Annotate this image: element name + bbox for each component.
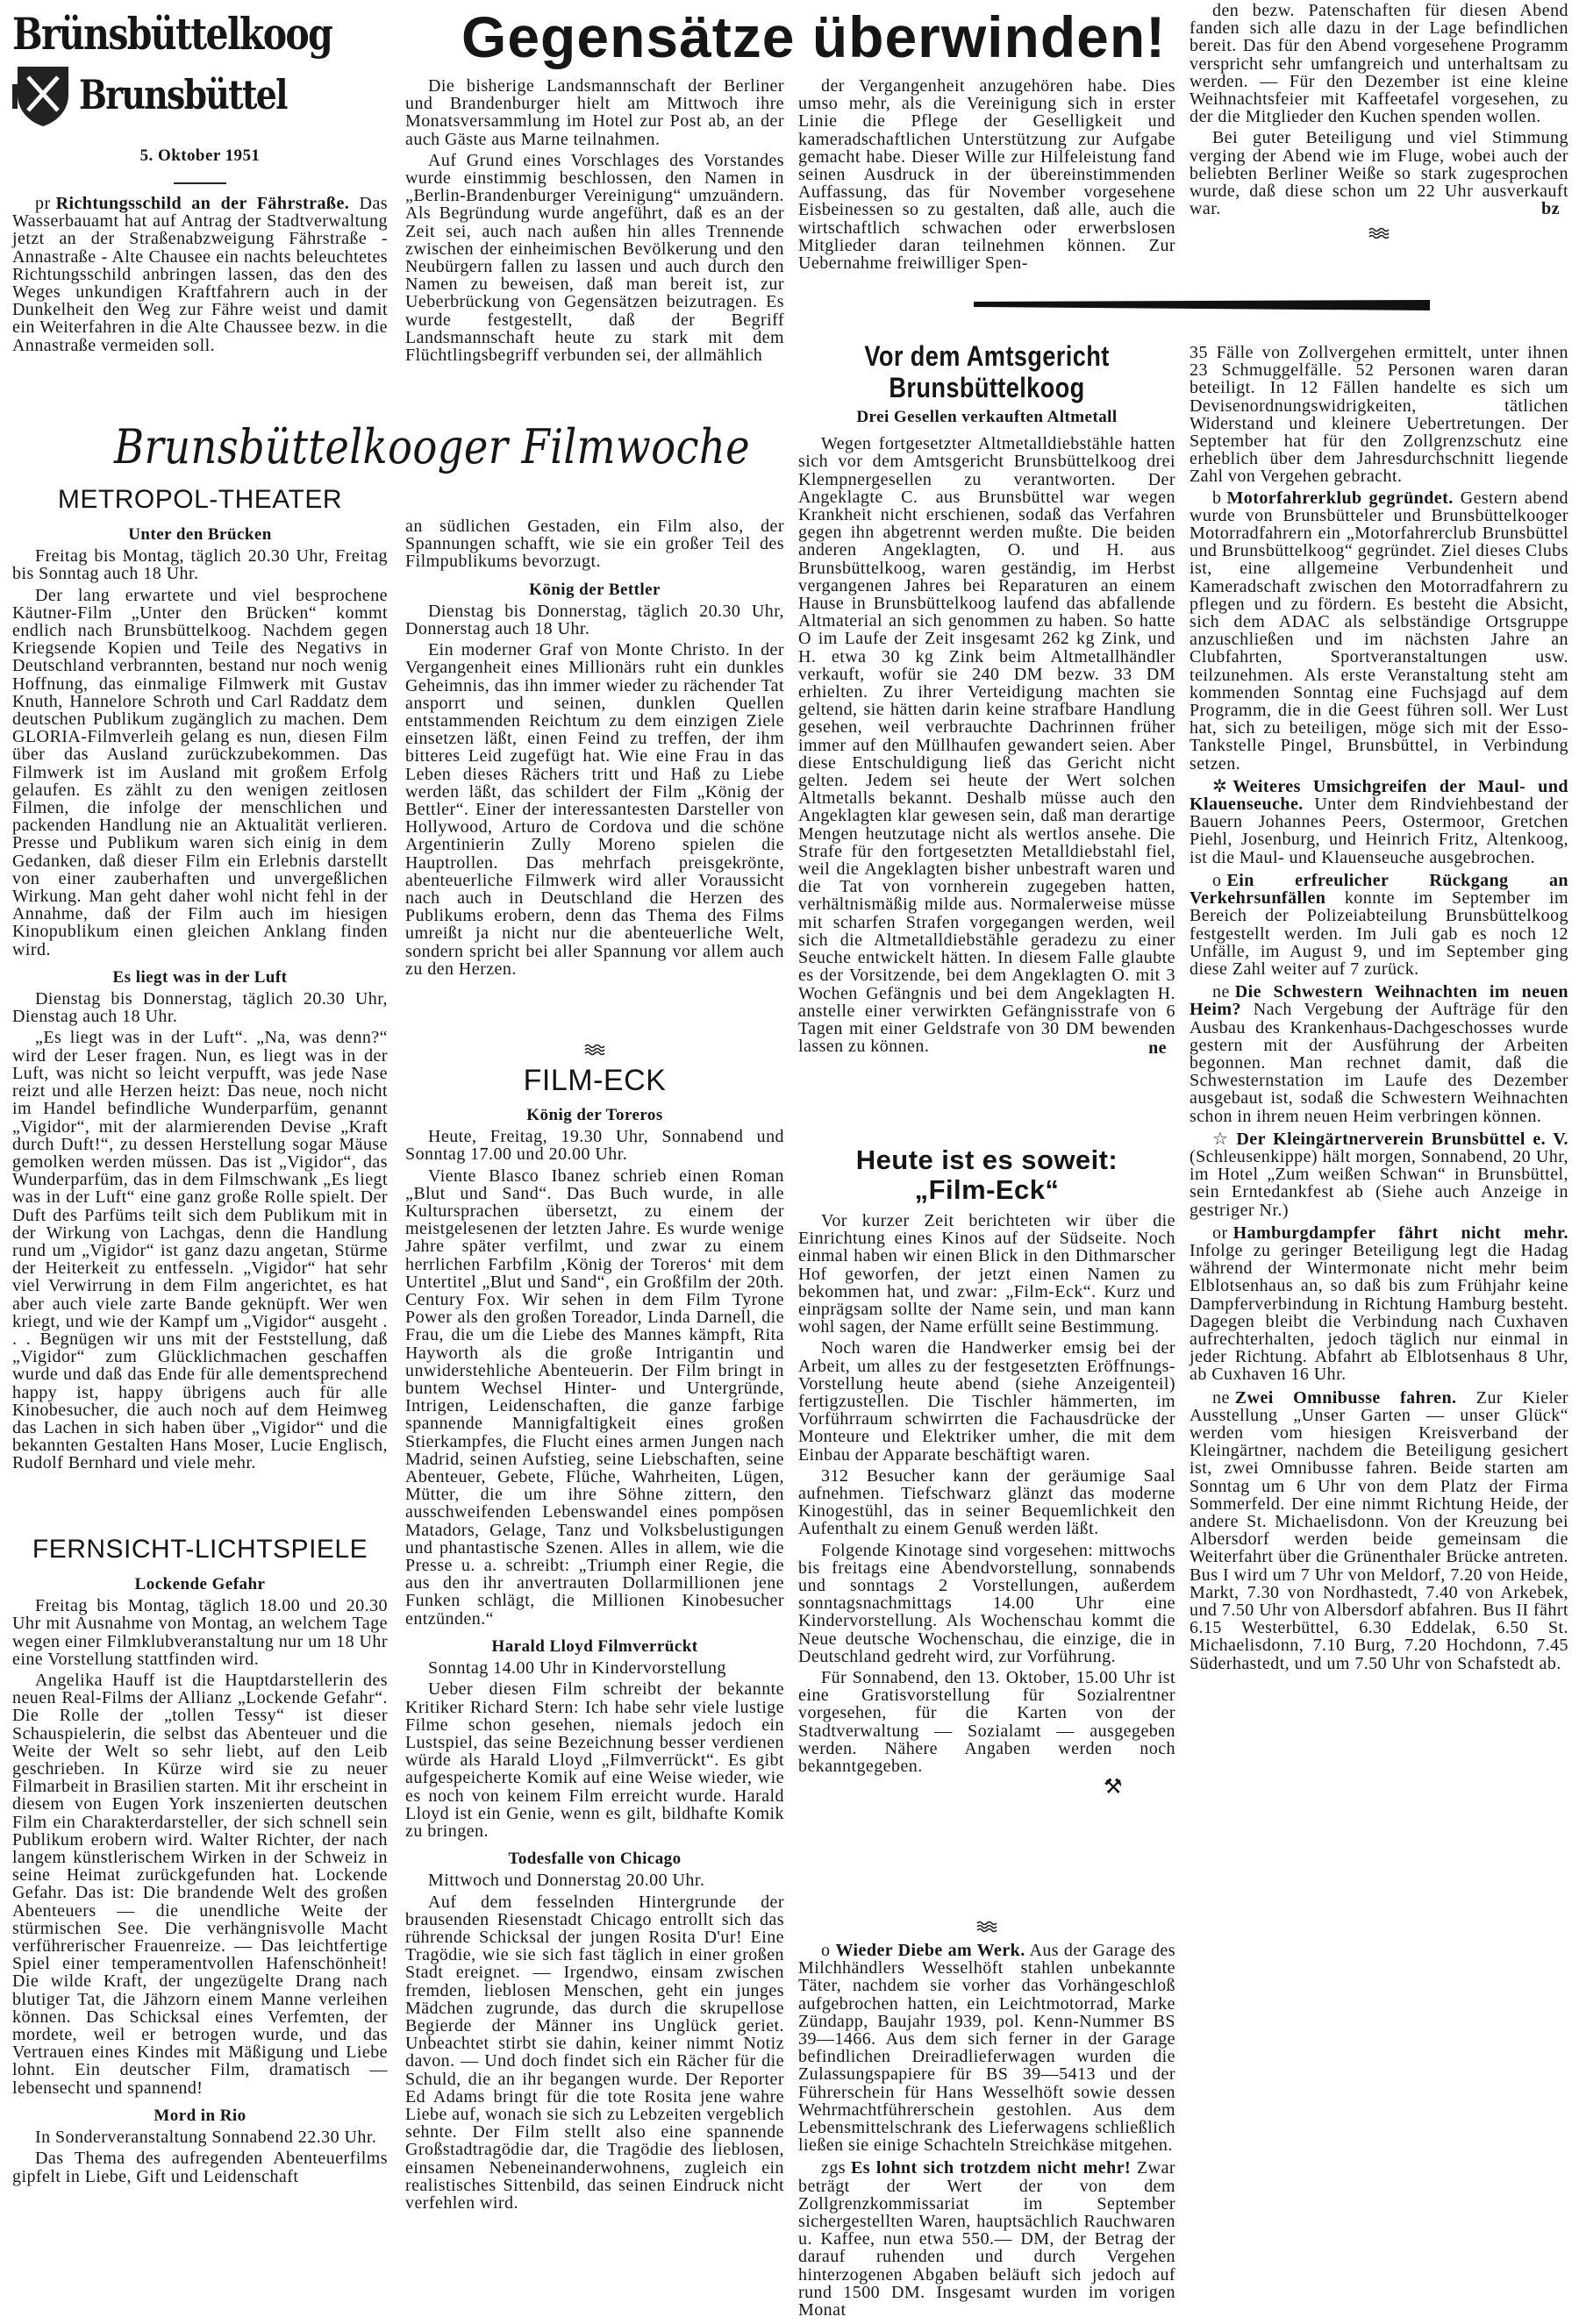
paragraph: Noch waren die Handwerker emsig bei der Arbeit, um alles zu der festgesetzten Eröffnungs-Vorstellung heute abend (siehe Anzeigenteil) fertigzustellen. Die Tischler hämmerten, im Vorführraum schwirrten die Fachausdrücke der Monteure und Elektriker umher, die mit dem Einbau der Apparate beschäftigt waren. bbox=[798, 1338, 1175, 1465]
film-schedule: In Sonderveranstaltung Sonnabend 22.30 Uhr. bbox=[35, 2128, 377, 2148]
film-schedule: Freitag bis Montag, täglich 18.00 und 20.30 Uhr mit Ausnahme von Montag, an welchem Tage wegen einer Filmklubveranstaltung nur um 18 Uhr eine Vorstellung stattfinden wird. bbox=[12, 1596, 388, 1669]
filmwoche-col1-fernsicht bbox=[12, 1530, 388, 2189]
film-schedule: Dienstag bis Donnerstag, täglich 20.30 Uhr, Dienstag auch 18 Uhr. bbox=[12, 989, 388, 1027]
ornament bbox=[405, 1044, 784, 1056]
paragraph: Der lang erwartete und viel besprochene Käutner-Film „Unter den Brücken“ kommt endlich nach Brunsbüttelkoog. Nachdem gegen Kriegsende Kopien und Teile des Negativs in Deutschland verbrannten, bestand nur noch wenig Hoffnung, das einmalige Filmwerk mit Gustav Knuth, Hannelore Schroth und Carl Raddatz dem deutschen Publikum zugänglich zu machen. Dem GLORIA-Filmverleih gelang es nun, diesen Film über das Ausland zurückzubekommen. Das Filmwerk ist im Ausland mit großem Erfolg gelaufen. Es zählt zu den wenigen zeitlosen Filmen, die infolge der menschlichen und packenden Handlung nie an Aktualität verlieren. Presse und Publikum waren sich einig in dem Gedanken, daß dieser Film ein Erlebnis darstellt von einer zauberhaften und unvergeßlichen Wirkung. Man geht daher wohl nicht fehl in der Annahme, daß der Film auch im hiesigen Kinopublikum einen gleichen Anklang finden wird. bbox=[12, 585, 388, 959]
wave-ornament-icon bbox=[1368, 227, 1390, 239]
film-title: Mord in Rio bbox=[154, 2106, 246, 2125]
news-text: Zur Kieler Ausstellung „Unser Garten — unser Glück“ werden vom hiesigen Kreisverband der Kleingärtner, nachdem die Beteiligung gesichert ist, zwei Omnibusse fahren. Beide starten am Sonntag um 6 Uhr von dem Platz der Firma Sommerfeld. Der eine nimmt Richtung Heide, der andere St. Michaelisdonn. Von der Kreuzung bei Albersdorf werden beide gemeinsam die Weiterfahrt über die Grünenthaler Brücke antreten. Bus I wird um 7 Uhr von Meldorf, 7.20 von Heide, Markt, 7.30 von Nordhastedt, 7.40 von Arkebek, und 7.50 Uhr von Albersdorf abfahren. Bus II fährt 6.15 Westerbüttel, 6.30 Eddelak, 6.50 St. Michaelisdonn, 7.10 Burg, 7.20 Hochdonn, 7.45 Süderhastedt, und um 7.50 Uhr von Schafstedt ab. bbox=[1190, 1387, 1568, 1673]
news-headline: Es lohnt sich trotzdem nicht mehr! bbox=[851, 2158, 1132, 2178]
article-gegensaetze-col2 bbox=[405, 77, 784, 367]
paragraph: den bezw. Patenschaften für diesen Abend fanden sich alle dazu in der Lage befindlichen bereit. Das für den Abend vorgesehene Programm verspricht sehr umfangreich und unterhaltsam zu werden. — Für den Dezember ist eine kleine Weihnachtsfeier mit Kaffeetafel vorgesehen, zu der die Mitglieder den Kuchen spenden wollen. bbox=[1190, 1, 1568, 127]
news-text: Nach Vergebung der Aufträge für den Ausbau des Krankenhaus-Dachgeschosses wurde gestern mit der Ausführung der Arbeiten begonnen. Man rechnet damit, daß die Schwesternstation im Laufe des Dezember ausgebaut ist, sodaß die Schwestern Weihnachten schon in ihrem neuen Heim verbringen können. bbox=[1190, 1000, 1568, 1126]
news-prefix: ✲ bbox=[1212, 776, 1228, 796]
news-prefix: o bbox=[1212, 870, 1222, 890]
news-item bbox=[1190, 1224, 1568, 1384]
paragraph: Wegen fortgesetzter Altmetalldiebstähle hatten sich vor dem Amtsgericht Brunsbüttelkoog drei Klempnergesellen zu verantworten. Der Angeklagte C. aus Brunsbüttel war wegen Krankheit nicht erschienen, sodaß das Verfahren gegen ihn abgetrennt werden mußte. Die beiden anderen Angeklagten, O. und H. aus Brunsbüttelkoog, waren geständig, im Herbst vergangenen Jahres bei Reparaturen an einem Hause in Brunsbüttelkoog laufend das abfallende Altmaterial an sich genommen zu haben. So hatte O im Laufe der Zeit insgesamt 262 kg Zink, und H. etwa 30 kg Zink beim Altmetallhändler verkauft, wofür sie 240 DM bezw. 33 DM erhielten. Zu ihrer Verteidigung machten sie geltend, sie hätten darin keine strafbare Handlung gesehen, weil verbrauchte Dachrinnen früher immer auf den Müllhaufen gewandert seien. Aber diese Entschuldigung ließ das Gericht nicht gelten. Jedem sei heute der Wert solchen Altmetalls bekannt. Deshalb müsse auch den Angeklagten klar gewesen sein, daß man derartige Mengen heutzutage nicht als wertlos ansehe. Die Strafe für den fortgesetzten Metalldiebstahl fiel, weil die Angeklagten bisher unbestraft waren und die Tat von vornherein zugegeben hatten, verhältnismäßig milde aus. Normalerweise müsse mit scharfen Strafen vorgegangen werden, weil sich die Altmetalldiebstähle geradezu zu einer Seuche entwickelt hätten. In diesem Falle glaubte es der Vorsitzende, bei dem Angeklagten O. mit 3 Wochen Gefängnis und bei dem Angeklagten H. anstelle einer verwirkten Gefängnisstrafe von 6 Tagen mit einer Geldstrafe von 30 DM bewenden lassen zu können. bbox=[798, 434, 1175, 1057]
theater-name: METROPOL-THEATER bbox=[57, 485, 343, 514]
crossed-hammers-icon: ⚒ bbox=[1104, 1776, 1123, 1800]
news-prefix: b bbox=[1212, 488, 1222, 508]
paragraph: Auf dem fesselnden Hintergrunde der brausenden Riesenstadt Chicago entrollt sich das rührende Schicksal der jungen Rosita D'ur! Eine Tragödie, wie sie sich fast täglich in einer großen Stadt ereignet. — Irgendwo, einsam zwischen fremden, lieblosen Menschen, geht ein junges Mädchen zugrunde, das durch die skrupellose Begierde der Männer ins Unglück geriet. Unbeachtet stirbt sie dahin, keiner nimmt Notiz davon. — Und doch findet sich ein Rächer für die Schuld, die an ihr begangen wurde. Der Reporter Ed Adams bringt für die tote Rosita jene wahre Liebe auf, wonach sie sich zu Lebzeiten vergeblich sehnte. Der Film stellt also eine spannende Großstadtragödie dar, die Tragödie des lieblosen, einsamen Nebeneinanderwohnens, zugleich ein realistisches Sittenbild, das seinen Eindruck nicht verfehlen wird. bbox=[405, 1892, 784, 2213]
article-title: Heute ist es soweit: bbox=[855, 1144, 1118, 1175]
news-headline: Motorfahrerklub gegründet. bbox=[1226, 488, 1454, 508]
paragraph: Auf Grund eines Vorschlages des Vorstandes wurde einstimmig beschlossen, den Namen in „Berlin-Brandenburger Vereinigung“ umzuändern. Als Begründung wurde angeführt, daß es an der Zeit sei, auch nach außen hin alles Trennende zwischen der einheimischen Bevölkerung und den Neubürgern fallen zu lassen und auch durch den Namen zu beweisen, daß man bereit ist, zur Ueberbrückung von Gegensätzen beizutragen. Es wurde festgestellt, daß der Begriff Landsmannschaft heute zu stark mit dem Flüchtlingsbegriff verbunden sei, der allmählich bbox=[405, 150, 784, 366]
news-headline: Wieder Diebe am Werk. bbox=[835, 1941, 1025, 1960]
news-text: Das Wasserbauamt hat auf Antrag der Stadtverwaltung jetzt an der Straßenabzweigung Fährstraße - Annastraße - Alte Chausee ein nachts beleuchtetes Richtungsschild anbringen lassen, das den des Weges unkundigen Kraftfahrern auch in der Dunkelheit den Weg zur Fähre weist und damit ein Weiterfahren in die Alte Chaussee bezw. in die Annastraße vermeiden soll. bbox=[12, 194, 389, 355]
theater-name: FILM-ECK bbox=[523, 1064, 667, 1097]
news-text: Unter dem Rindviehbestand der Bauern Johannes Peers, Ostermoor, Gretchen Piehl, Josenburg, und Heinrich Fritz, Altenkoog, ist die Maul- und Klauenseuche ausgebrochen. bbox=[1190, 795, 1568, 867]
news-prefix: pr bbox=[35, 194, 51, 213]
news-item bbox=[1190, 778, 1568, 866]
news-item bbox=[798, 2159, 1175, 2319]
divider-rule bbox=[974, 296, 1430, 314]
news-item bbox=[798, 1942, 1175, 2154]
article-gegensaetze-col3 bbox=[798, 77, 1175, 275]
article-subtitle: Drei Gesellen verkauften Altmetall bbox=[856, 408, 1118, 426]
article-richtungsschild bbox=[12, 195, 388, 358]
film-schedule: Freitag bis Montag, täglich 20.30 Uhr, Freitag bis Sonntag auch 18 Uhr. bbox=[12, 546, 388, 584]
article-film-eck bbox=[798, 1144, 1175, 1800]
col4-news bbox=[1190, 344, 1568, 1678]
paragraph: der Vergangenheit anzugehören habe. Dies umso mehr, als die Vereinigung sich in erster Linie die Pflege der Geselligkeit und kameradschaftlichen Unterstützung zur Aufgabe gemacht habe. Dieser Wille zur Hilfeleistung fand seinen Ausdruck in der übereinstimmenden Auffassung, das für November vorgesehene Eisbeinessen so zu gestalten, daß alle, auch die wirtschaftlich schwachen oder erwerbslosen Mitglieder daran teilnehmen können. Zur Uebernahme freiwilliger Spen- bbox=[798, 76, 1175, 274]
wave-ornament-icon bbox=[976, 1921, 997, 1933]
wave-ornament-icon bbox=[584, 1044, 605, 1056]
news-text: Infolge zu geringer Beteiligung legt die Hadag während der Wintermonate nicht mehr beim Elblotsenhaus an, so daß bis zum Frühjahr keine Dampferverbindung in Richtung Hamburg besteht. Dagegen bleibt die Verbindung nach Cuxhaven aufrechterhalten, jedoch täglich nur einmal in jeder Richtung. Abfahrt ab Elblotsenhaus 8 Uhr, ab Cuxhaven 16 Uhr. bbox=[1190, 1240, 1568, 1385]
theater-name: FERNSICHT-LICHTSPIELE bbox=[32, 1535, 368, 1564]
paragraph: Ein moderner Graf von Monte Christo. In der Vergangenheit eines Millionärs ruht ein dunkles Geheimnis, das ihn immer wieder zu rächender Tat ansporrt und seinen, dunklen Quellen entstammenden Reichtum zu dem einzigen Ziele einsetzen läßt, einen Feind zu treffen, der ihm bitteres Leid zugefügt hat. Wie eine Frau in das Leben dieses Rächers tritt und Haß zu Liebe werden läßt, das schildert der Film „König der Bettler“. Einer der interessantesten Darsteller von Hollywood, Arturo de Cordova und die schöne Argentinierin Zully Moreno spielen die Hauptrollen. Das mehrfach preisgekrönte, abenteuerliche Filmwerk wird aller Voraussicht nach auch in Deutschland die Herzen des Publikums erobern, denn das Thema des Films umreißt ja nicht nur die abenteuerliche Welt, sondern spricht bei aller Spannung vor allem auch zu den Herzen. bbox=[405, 640, 784, 979]
paragraph: 312 Besucher kann der geräumige Saal aufnehmen. Tiefschwarz glänzt das moderne Kinogestühl, das in seiner Bequemlichkeit den Aufenthalt zu einem Genuß werden läßt. bbox=[798, 1465, 1175, 1539]
coat-of-arms-icon bbox=[12, 61, 74, 128]
author-signature: bz bbox=[1541, 199, 1560, 219]
headline: Gegensätze überwinden! bbox=[461, 4, 1167, 69]
news-headline: Richtungsschild an der Fährstraße. bbox=[55, 194, 350, 213]
news-headline: Ein erfreulicher Rückgang an Verkehrsunfällen bbox=[1190, 870, 1568, 909]
news-prefix: or bbox=[1212, 1223, 1228, 1243]
news-headline: Der Kleingärtnerverein Brunsbüttel e. V. bbox=[1236, 1129, 1568, 1149]
news-text: Gestern abend wurde von Brunsbütteler und Brunsbüttelkooger Motorradfahrern ein „Motorfahrerclub Brunsbüttel und Brunsbüttelkoog“ gegründet. Ziel dieses Clubs ist, eine allgemeine Verbundenheit und Kameradschaft zwischen den Motorradfahrern zu pflegen und zu fördern. Es besteht die Absicht, sich dem ADAC als selbständige Ortsgruppe anzuschließen und im nächsten Jahre an Clubfahrten, Sportveranstaltungen usw. teilzunehmen. Als erste Veranstaltung steht am kommenden Sonntag eine Fuchsjagd auf dem Programm, die in die Geest führen soll. Wer Lust hat, sich zu beteiligen, möge sich mit der Esso-Tankstelle Pingel, Brunsbüttel, in Verbindung setzen. bbox=[1190, 488, 1568, 773]
paragraph: Bei guter Beteiligung und viel Stimmung verging der Abend wie im Fluge, wobei auch der beliebten Berliner Weiße so stark zugesprochen wurde, daß diese schon um 22 Uhr ausverkauft war. bbox=[1190, 128, 1568, 219]
film-title: Unter den Brücken bbox=[128, 525, 272, 544]
film-title: Lockende Gefahr bbox=[134, 1575, 266, 1593]
news-text: Zwar beträgt der Wert der von dem Zollgrenzkommissariat im September sichergestellten Waren, hauptsächlich Rauchwaren u. Kaffee, nun etwa 550.— DM, der Betrag der darauf ruhenden und durch Vergehen hinterzogenen Abgaben beläuft sich jedoch auf rund 1500 DM. Insgesamt wurden im vorigen Monat bbox=[798, 2158, 1176, 2320]
news-item bbox=[1190, 1130, 1568, 1219]
news-item bbox=[1190, 489, 1568, 773]
news-item bbox=[1190, 1389, 1568, 1672]
masthead-line2: Brunsbüttel bbox=[79, 71, 287, 118]
filmwoche-col1-metropol bbox=[12, 481, 388, 1476]
paragraph: Ueber diesen Film schreibt der bekannte Kritiker Richard Stern: Ich habe sehr viele lustige Filme schon gesehen, niemals jedoch ein Lustspiel, das seine Bezeichnung besser verdienen würde als Harald Lloyd „Filmverrückt“. Es gibt aufgespeicherte Komik auf eine Weise wieder, wie es noch von keinem Film erreicht wurde. Harald Lloyd ist ein Genie, wenn es gilt, bildhafte Komik zu bringen. bbox=[405, 1679, 784, 1841]
film-title: König der Toreros bbox=[526, 1106, 663, 1124]
paragraph: Für Sonnabend, den 13. Oktober, 15.00 Uhr ist eine Gratisvorstellung für Sozialrentner vorgesehen, für die Karten von der Stadtverwaltung — Sozialamt — ausgegeben werden. Nähere Angaben werden noch bekanntgegeben. bbox=[798, 1668, 1175, 1777]
news-item bbox=[1190, 983, 1568, 1125]
news-item bbox=[12, 195, 388, 354]
paragraph-continued: 35 Fälle von Zollvergehen ermittelt, unter ihnen 23 Schmuggelfälle. 52 Personen waren daran beteiligt. In 12 Fällen handelte es sich um Devisenordnungswidrigkeiten, tätlichen Widerstand und kleinere Uebertretungen. Der September hat für den Zollgrenzschutz eine erheblich über dem Jahresdurchschnitt liegende Zahl von Vergehen gebracht. bbox=[1190, 343, 1568, 487]
news-headline: Die Schwestern Weihnachten im neuen Heim? bbox=[1190, 982, 1568, 1020]
film-title: Todesfalle von Chicago bbox=[508, 1850, 682, 1869]
paragraph: „Es liegt was in der Luft“. „Na, was denn?“ wird der Leser fragen. Nun, es liegt was in der Luft, was nicht so leicht verpufft, was jede Nase reizt und alle Herzen heizt: Das neue, noch nicht im Handel befindliche Wunderparfüm, genannt „Vigidor“, mit der alarmierenden Devise „Kraft durch Duft!“, zu dessen Herstellung sogar Mäuse gemolken werden müssen. Das ist „Vigidor“, das Wunderparfüm, das in dem Filmschwank „Es liegt was in der Luft“ eine ganz große Rolle spielt. Der Duft des Parfüms teilt sich dem Publikum mit in der Wirkung von Lachgas, denn die Handlung rund um „Vigidor“ ist ganz dazu angetan, Stürme der Heiterkeit zu entfesseln. „Vigidor“ hat sehr viel Verwirrung in dem Film angerichtet, es hat aber auch viele zarte Bande geknüpft. Wer wen kriegt, und wie der Kampf um „Vigidor“ ausgeht . . . Begnügen wir uns mit der Feststellung, daß „Vigidor“ zum Glücklichmachen geschaffen wurde und daß das Ende für alle dementsprechend happy ist, happy übrigens auch für alle Kinobesucher, die auch noch auf dem Heimweg das Lachen in sich haben über „Vigidor“ und die bekannten Gestalten Hans Moser, Lucie Englisch, Rudolf Bernhard und viele mehr. bbox=[12, 1028, 388, 1473]
paragraph: Vor kurzer Zeit berichteten wir über die Einrichtung eines Kinos auf der Südseite. Noch einmal haben wir einen Blick in den Dithmarscher Hof geworfen, der jetzt einen Namen zu bekommen hat, und zwar: „Film-Eck“. Kurz und einprägsam sollte der Name sein, und man kann wohl sagen, der Name erfüllt seine Bestimmung. bbox=[798, 1211, 1175, 1337]
film-title: Harald Lloyd Filmverrückt bbox=[491, 1636, 698, 1656]
news-prefix: zgs bbox=[821, 2158, 847, 2178]
article-title: Vor dem Amtsgericht bbox=[864, 340, 1110, 372]
paragraph: Viente Blasco Ibanez schrieb einen Roman „Blut und Sand“. Das Buch wurde, in alle Kultursprachen übersetzt, zu einem der meistgelesenen der letzten Jahre. Es wurde wenige Jahre später verfilmt, und zwar zu einem herrlichen Farbfilm ‚König der Toreros‘ mit dem Untertitel „Blut und Sand“, ein Großfilm der 20th. Century Fox. Wir sehen in dem Film Tyrone Power als den großen Toreador, Linda Darnell, die Frau, die um die Liebe des Mannes kämpft, Rita Hayworth als die große Intrigantin und unwiderstehliche Abenteuerin. Der Film bringt in buntem Wechsel Hinter- und Untergründe, Intrigen, Leidenschaften, die ganze farbige spannende Mannigfaltigkeit eines großen Stierkampfes, die Flucht eines armen Jungen nach Madrid, seinen Aufstieg, seine Liebschaften, seine Abenteuer, Gebete, Flüche, Wahrheiten, Lügen, Mütter, die um ihre Söhne zittern, den ausschweifenden Lebenswandel eines pompösen Matadors, Gelage, Tanz und Volksbelustigungen und phantastische Szenen. Alles in allem, wie die Presse u. a. schreibt: „Triumph einer Regie, die aus den ihr anvertrauten Dollarmillionen jene Funken schlägt, die Millionen Kinobesucher entzünden.“ bbox=[405, 1166, 784, 1629]
news-prefix: ne bbox=[1212, 982, 1230, 1002]
news-text: (Schleusenkippe) hält morgen, Sonnabend, 20 Uhr, im Hotel „Zum weißen Schwan“ in Brunsbüttel, sein Erntedankfest ab (Siehe auch Anzeige in gestriger Nr.) bbox=[1190, 1146, 1568, 1220]
news-text: konnte im September im Bereich der Polizeiabteilung Brunsbüttelkoog festgestellt werden. Im Juli gab es noch 12 Unfälle, im August 9, und im September ging diese Zahl weiter auf 7 zurück. bbox=[1190, 888, 1569, 979]
article-amtsgericht bbox=[798, 340, 1175, 1058]
filmwoche-col2-filmeck bbox=[405, 1035, 784, 2215]
article-title: „Film-Eck“ bbox=[914, 1174, 1060, 1205]
news-headline: Zwei Omnibusse fahren. bbox=[1234, 1387, 1457, 1408]
article-gegensaetze-col4 bbox=[1190, 2, 1568, 248]
filmwoche-col2-upper bbox=[405, 517, 784, 981]
news-prefix: ☆ bbox=[1212, 1129, 1232, 1149]
film-schedule: Sonntag 14.00 Uhr in Kindervorstellung bbox=[428, 1658, 726, 1679]
news-prefix: ne bbox=[1212, 1387, 1230, 1408]
news-headline: Hamburgdampfer fährt nicht mehr. bbox=[1232, 1223, 1568, 1243]
news-headline: Weiteres Umsichgreifen der Maul- und Klauenseuche. bbox=[1190, 776, 1568, 815]
paragraph: Angelika Hauff ist die Hauptdarstellerin des neuen Real-Films der Allianz „Lockende Gefahr“. Die Rolle der „tollen Tessy“ ist dieser Schauspielerin, die selbst das Abenteuer und die Weite der Welt so sehr liebt, auf den Leib geschrieben. In Kürze wird sie zu neuer Filmarbeit in Brasilien starten. Mit ihr erscheint in diesem von Eugen York inszenierten deutschen Film ein Charakterdarsteller, der sich schnell sein Publikum erobern wird. Walter Richter, der nach langem künstlerischem Wirken in der Schweiz in seine Heimat zurückgefunden hat. Lockende Gefahr. Das ist: Die brandende Welt des großen Abenteuers — die unendliche Weite der stürmischen See. Die verhängnisvolle Macht verführerischer Frauenreize. — Das leichtfertige Spiel einer temperamentvollen Hafenschönheit! Die wilde Kraft, der ungezügelte Drang nach blutiger Tat, die Jähzorn einem Manne verleihen können. Das Schicksal eines Verfemten, der mordete, weil er betrogen wurde, und das Vertrauen eines Kindes mit Mäßigung und Liebe lohnt. Ein deutscher Film, dramatisch — lebensecht und spannend! bbox=[12, 1671, 388, 2098]
paragraph: Die bisherige Landsmannschaft der Berliner und Brandenburger hielt am Mittwoch ihre Monatsversammlung im Hotel zur Post ab, an der auch Gäste aus Marne teilnahmen. bbox=[405, 76, 784, 149]
ornament bbox=[1190, 227, 1568, 239]
col3-news bbox=[798, 1912, 1175, 2324]
film-schedule: Heute, Freitag, 19.30 Uhr, Sonnabend und Sonntag 17.00 und 20.00 Uhr. bbox=[405, 1127, 784, 1165]
news-text: Aus der Garage des Milchhändlers Wesselhöft stahlen unbekannte Täter, nachdem sie vorher das Vorhängeschloß aufgebrochen hatten, ein Leichtmotorrad, Marke Zündapp, Baujahr 1939, pol. Kenn-Nummer BS 39—1466. Aus dem sich ferner in der Garage befindlichen Dreiradlieferwagen wurden die Zulassungspapiere für BS 39—5413 und der Führerschein für Hans Wesselhöft sowie dessen Wehrmachtführerschein gestohlen. Aus dem Lebensmittelschrank des Lieferwagens schließlich ließen sie einige Schachteln Streichkäse mitgehen. bbox=[798, 1941, 1175, 2156]
news-prefix: o bbox=[821, 1941, 831, 1960]
ornament bbox=[798, 1921, 1175, 1933]
paragraph-continued: an südlichen Gestaden, ein Film also, der Spannungen schafft, wie sie ein großer Teil des Filmpublikums bevorzugt. bbox=[405, 517, 784, 572]
article-title: Brunsbüttelkoog bbox=[889, 372, 1085, 403]
film-title: Es liegt was in der Luft bbox=[112, 967, 288, 987]
issue-date: 5. Oktober 1951 bbox=[139, 146, 261, 165]
divider bbox=[174, 182, 226, 184]
news-item bbox=[1190, 872, 1568, 978]
paragraph: Das Thema des aufregenden Abenteuerfilms gipfelt in Liebe, Gift und Leidenschaft bbox=[12, 2149, 388, 2186]
filmwoche-title: Brunsbüttelkooger Filmwoche bbox=[114, 419, 751, 474]
masthead bbox=[12, 7, 388, 184]
film-schedule: Dienstag bis Donnerstag, täglich 20.30 Uhr, Donnerstag auch 18 Uhr. bbox=[405, 601, 784, 639]
author-signature: ne bbox=[1148, 1038, 1167, 1059]
masthead-line1: Brünsbüttelkoog bbox=[12, 8, 332, 60]
film-schedule: Mittwoch und Donnerstag 20.00 Uhr. bbox=[428, 1871, 705, 1891]
film-title: König der Bettler bbox=[529, 580, 661, 599]
paragraph: Folgende Kinotage sind vorgesehen: mittwochs bis freitags eine Abendvorstellung, sonnabends und sonntags 2 Vorstellungen, außerdem sonntagsnachmittags 14.00 Uhr eine Kindervorstellung. Als Wochenschau kommt die Neue deutsche Wochenschau, die einzige, die in Deutschland gedreht wird, zur Vorführung. bbox=[798, 1540, 1175, 1666]
